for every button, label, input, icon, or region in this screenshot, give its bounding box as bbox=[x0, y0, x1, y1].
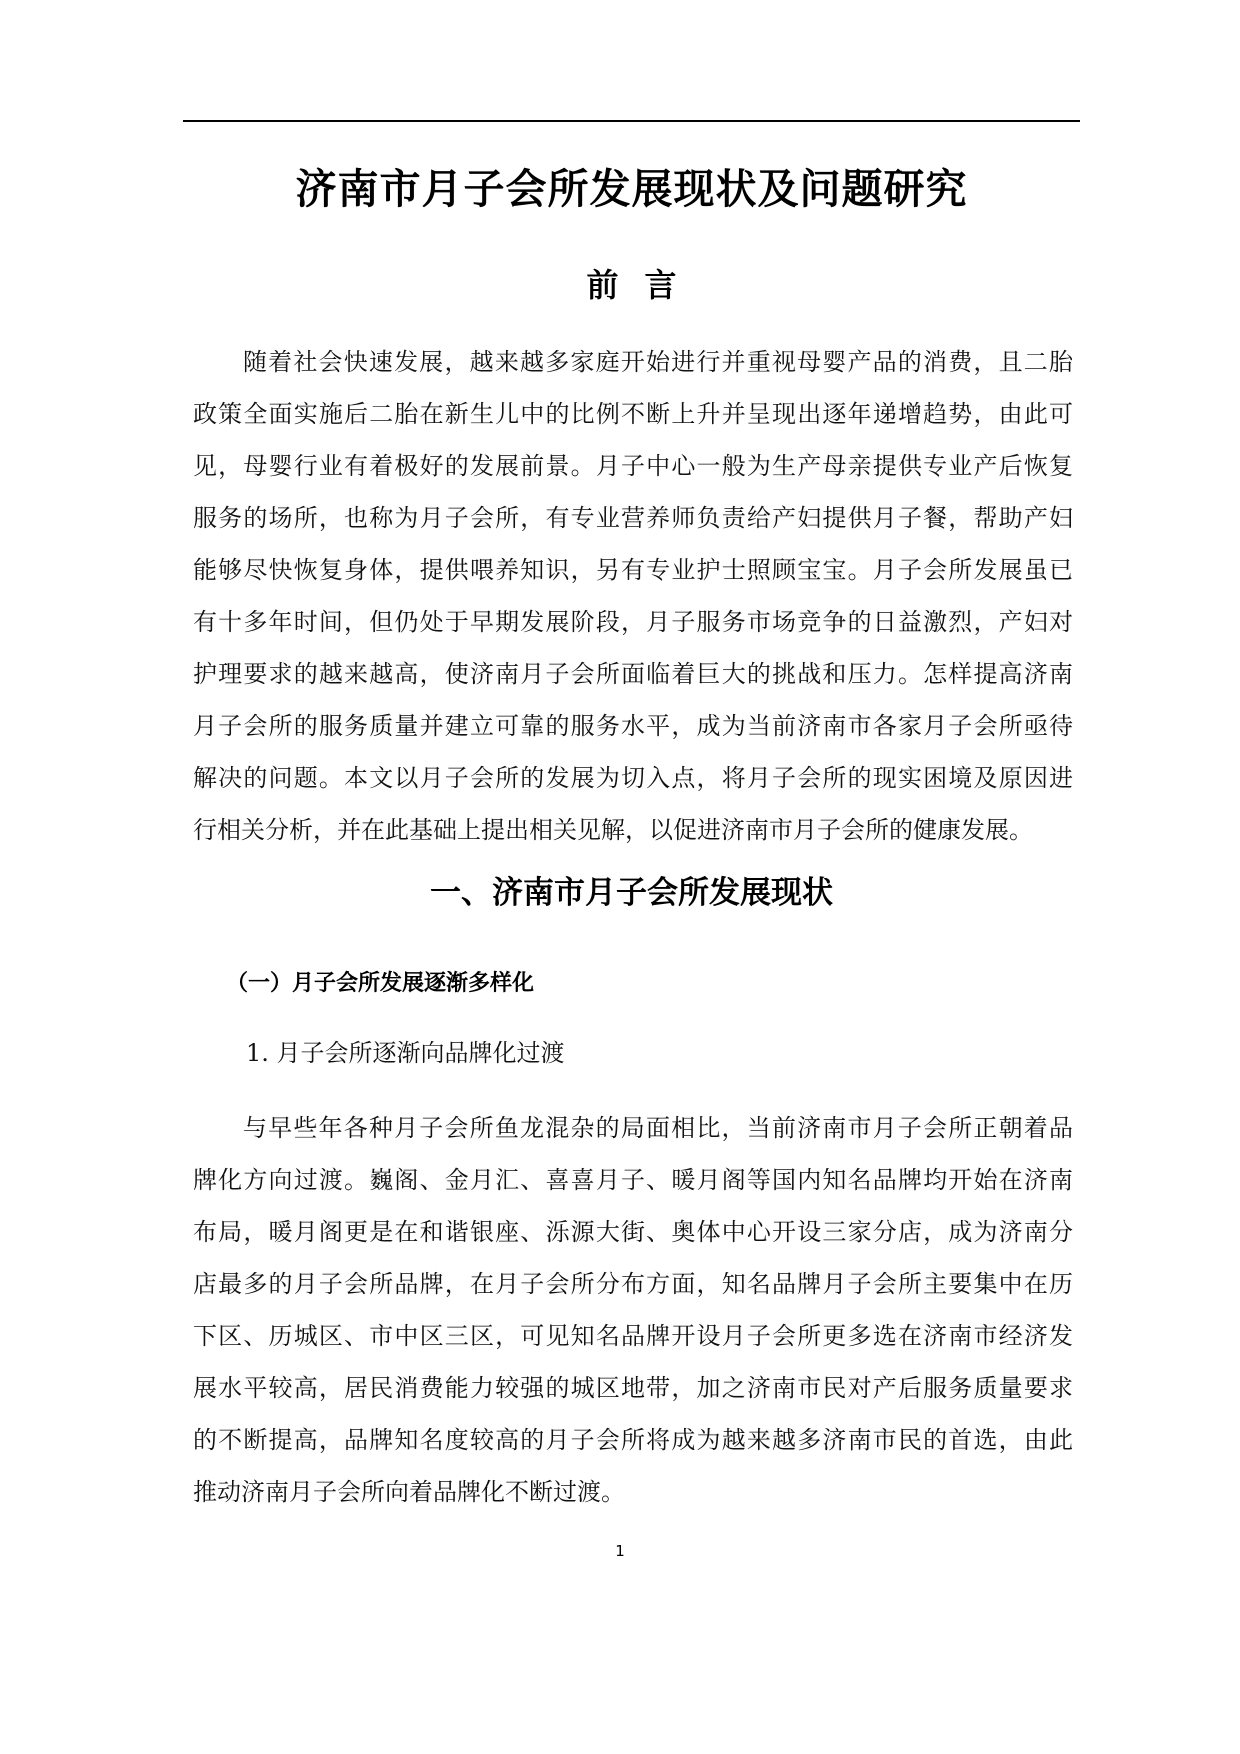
paragraph-line: 下区、历城区、市中区三区，可见知名品牌开设月子会所更多选在济南市经济发 bbox=[193, 1322, 1073, 1350]
preface-heading-char: 言 bbox=[644, 266, 677, 304]
preface-paragraph bbox=[193, 336, 1073, 856]
paragraph-line: 政策全面实施后二胎在新生儿中的比例不断上升并呈现出逐年递增趋势，由此可 bbox=[193, 400, 1073, 428]
paragraph-line: 的不断提高，品牌知名度较高的月子会所将成为越来越多济南市民的首选，由此 bbox=[193, 1426, 1073, 1454]
document-title: 济南市月子会所发展现状及问题研究 bbox=[295, 165, 968, 213]
item-heading: 1. 月子会所逐渐向品牌化过渡 bbox=[246, 1039, 565, 1067]
paragraph-line: 解决的问题。本文以月子会所的发展为切入点，将月子会所的现实困境及原因进 bbox=[193, 764, 1073, 792]
section-heading: 一、济南市月子会所发展现状 bbox=[430, 875, 833, 911]
paragraph-line: 月子会所的服务质量并建立可靠的服务水平，成为当前济南市各家月子会所亟待 bbox=[193, 712, 1073, 740]
page-number: 1 bbox=[615, 1542, 625, 1560]
preface-heading-char: 前 bbox=[586, 266, 619, 304]
paragraph-line: 行相关分析，并在此基础上提出相关见解，以促进济南市月子会所的健康发展。 bbox=[193, 816, 1033, 844]
paragraph-line: 能够尽快恢复身体，提供喂养知识，另有专业护士照顾宝宝。月子会所发展虽已 bbox=[193, 556, 1073, 584]
paragraph-line: 见，母婴行业有着极好的发展前景。月子中心一般为生产母亲提供专业产后恢复 bbox=[193, 452, 1073, 480]
paragraph-line: 推动济南月子会所向着品牌化不断过渡。 bbox=[193, 1478, 625, 1506]
paragraph-line: 牌化方向过渡。巍阁、金月汇、喜喜月子、暖月阁等国内知名品牌均开始在济南 bbox=[193, 1166, 1073, 1194]
paragraph-line: 服务的场所，也称为月子会所，有专业营养师负责给产妇提供月子餐，帮助产妇 bbox=[193, 504, 1073, 532]
paragraph-line: 护理要求的越来越高，使济南月子会所面临着巨大的挑战和压力。怎样提高济南 bbox=[193, 660, 1073, 688]
paragraph-line: 布局，暖月阁更是在和谐银座、泺源大街、奥体中心开设三家分店，成为济南分 bbox=[193, 1218, 1073, 1246]
preface-heading bbox=[183, 262, 1080, 308]
paragraph-line: 与早些年各种月子会所鱼龙混杂的局面相比，当前济南市月子会所正朝着品 bbox=[243, 1114, 1073, 1142]
header-rule bbox=[183, 120, 1080, 122]
paragraph-line: 展水平较高，居民消费能力较强的城区地带，加之济南市民对产后服务质量要求 bbox=[193, 1374, 1073, 1402]
subsection-heading: （一）月子会所发展逐渐多样化 bbox=[226, 971, 535, 996]
paragraph-line: 店最多的月子会所品牌，在月子会所分布方面，知名品牌月子会所主要集中在历 bbox=[193, 1270, 1073, 1298]
item1-paragraph bbox=[193, 1102, 1073, 1518]
paragraph-line: 随着社会快速发展，越来越多家庭开始进行并重视母婴产品的消费，且二胎 bbox=[243, 348, 1073, 376]
paragraph-line: 有十多年时间，但仍处于早期发展阶段，月子服务市场竞争的日益激烈，产妇对 bbox=[193, 608, 1073, 636]
